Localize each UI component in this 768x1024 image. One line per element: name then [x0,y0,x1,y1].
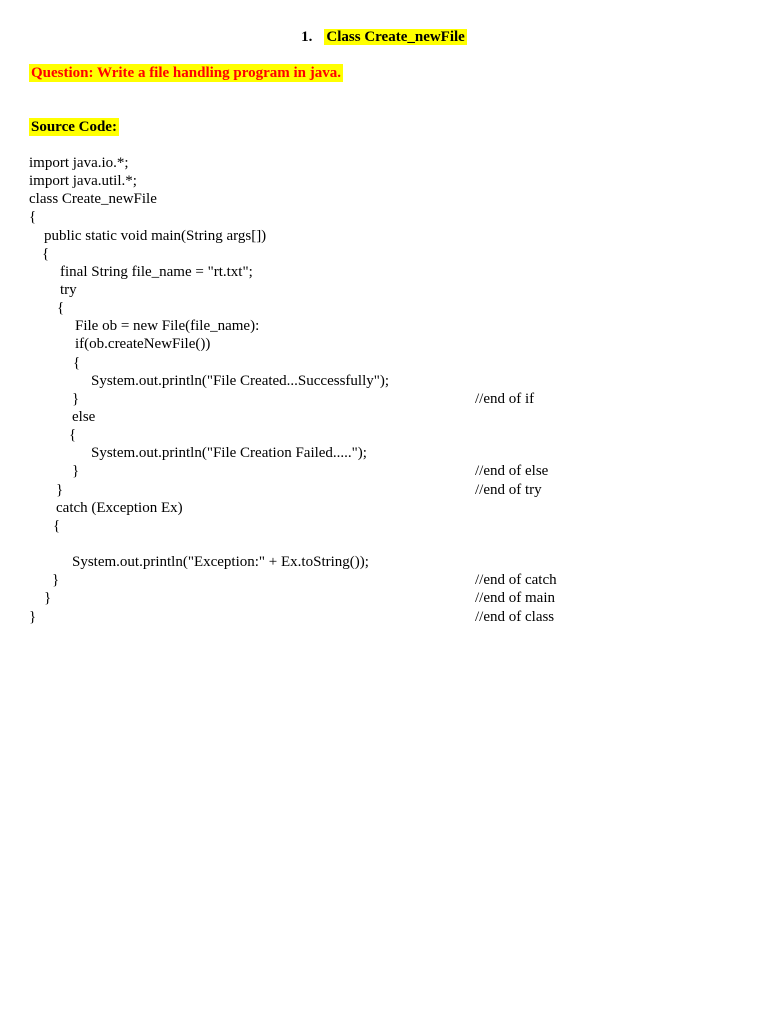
code-text: } [44,590,52,607]
code-line [29,208,749,226]
code-text: { [42,245,50,262]
code-text: public static void main(String args[]) [44,227,267,244]
code-line [29,263,749,281]
code-line [29,281,749,299]
code-text: { [57,300,65,317]
code-text: import java.io.*; [29,155,129,171]
code-line [29,354,749,372]
code-line [29,462,749,480]
code-text: if(ob.createNewFile()) [75,336,211,353]
question-text: Question: Write a file handling program in java. [31,65,342,81]
code-text: System.out.println("File Created...Successfully"); [91,372,390,389]
code-line [29,535,749,553]
code-text: catch (Exception Ex) [56,499,183,516]
code-text: } [52,572,60,589]
code-comment: //end of if [475,390,535,407]
code-text: { [73,354,81,371]
code-line [29,227,749,245]
code-line [29,335,749,353]
code-line [29,317,749,335]
code-text: } [72,463,80,480]
section-title-text: Class Create_newFile [326,29,465,45]
code-line [29,245,749,263]
code-line [29,154,749,172]
code-comment: //end of catch [475,572,557,589]
code-line [29,408,749,426]
code-text: { [69,427,77,444]
code-comment: //end of class [475,608,555,625]
code-text: } [29,608,37,625]
code-block [29,154,749,626]
source-code-label: Source Code: [31,119,117,135]
code-line [29,172,749,190]
section-number: 1. [301,29,313,45]
code-text: import java.util.*; [29,173,137,190]
code-comment: //end of try [475,481,542,498]
code-text: { [53,517,61,534]
code-line [29,608,749,626]
code-text: } [72,390,80,407]
code-text: else [72,408,96,425]
code-line [29,444,749,462]
code-line [29,571,749,589]
code-text: class Create_newFile [29,191,157,208]
code-text: File ob = new File(file_name): [75,318,260,335]
code-line [29,553,749,571]
code-text: { [29,209,37,226]
code-text: } [56,481,64,498]
code-line [29,299,749,317]
code-text: final String file_name = "rt.txt"; [60,263,253,280]
code-text: System.out.println("Exception:" + Ex.toString()); [72,554,369,571]
code-line [29,517,749,535]
code-line [29,372,749,390]
code-text: System.out.println("File Creation Failed....."); [91,445,367,462]
code-line [29,499,749,517]
code-line [29,481,749,499]
section-title [0,28,768,46]
code-comment: //end of else [475,463,549,480]
code-line [29,426,749,444]
code-line [29,190,749,208]
code-text: try [60,281,77,298]
code-line [29,589,749,607]
code-line [29,390,749,408]
code-comment: //end of main [475,590,555,607]
